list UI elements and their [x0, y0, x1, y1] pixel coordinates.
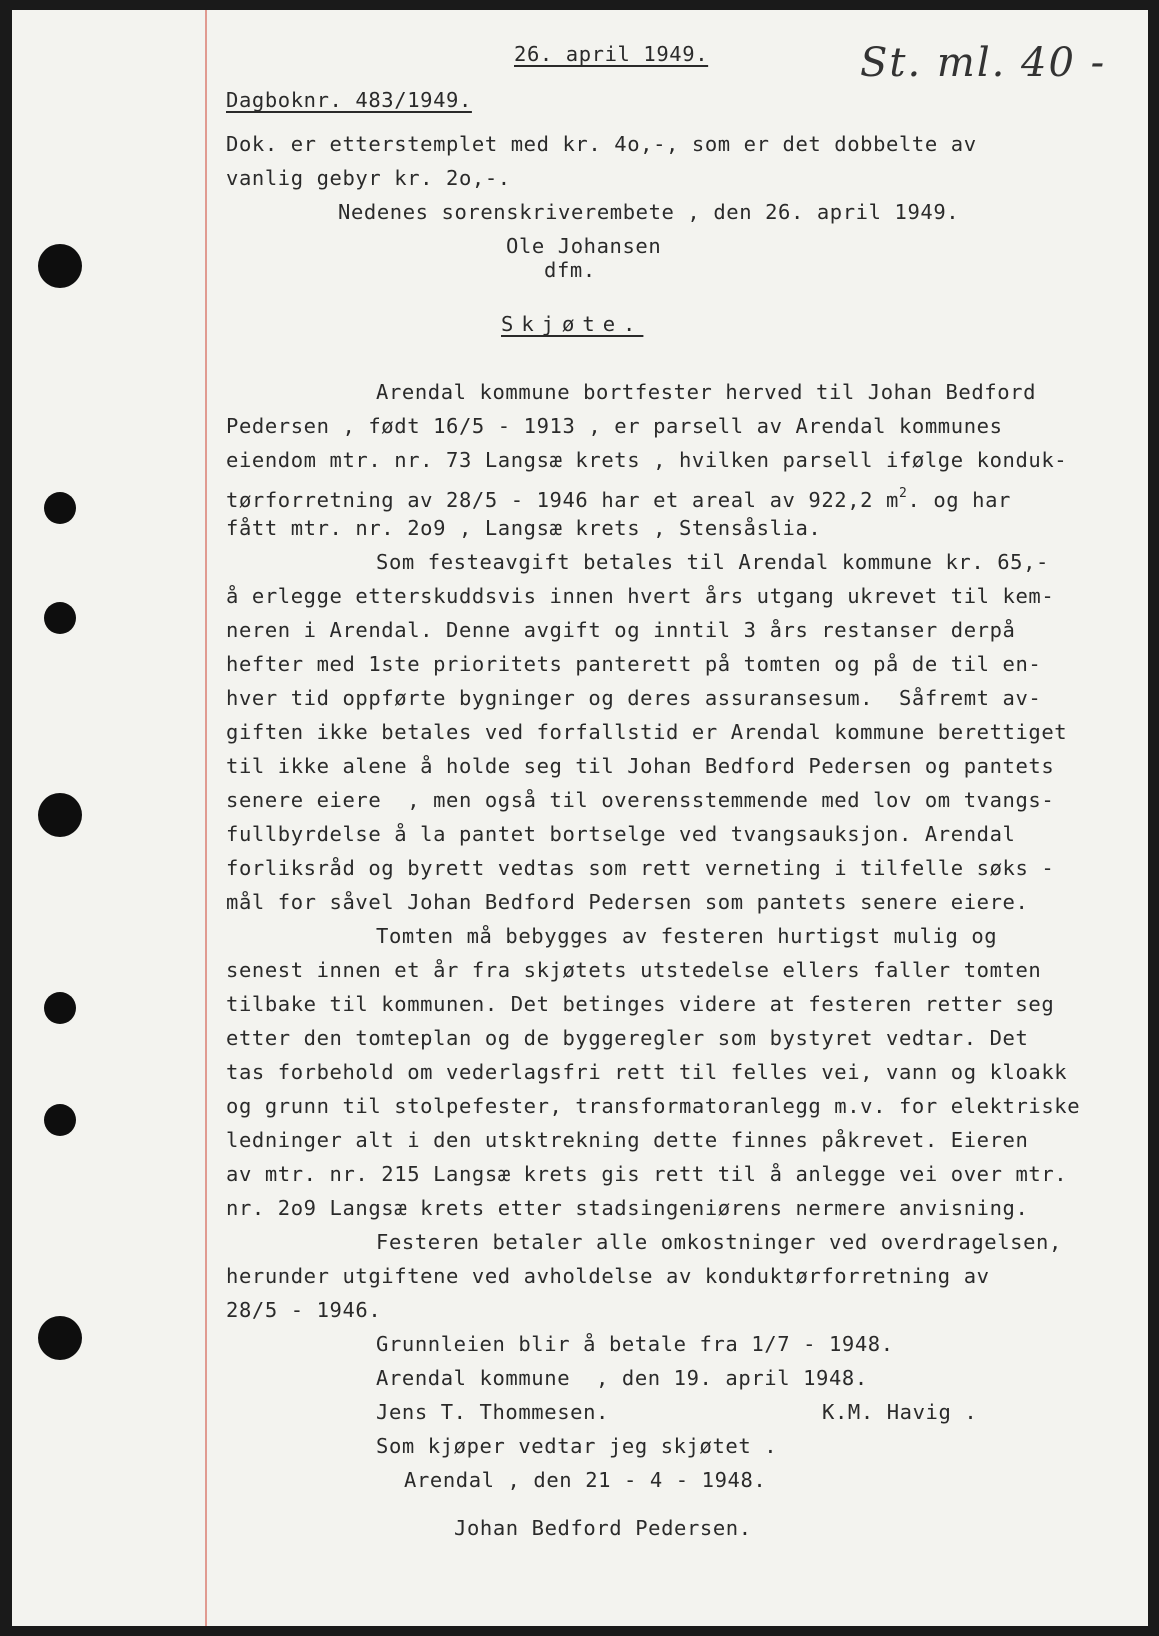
signer-title: dfm. — [544, 258, 596, 282]
body-line: Pedersen , født 16/5 - 1913 , er parsell av Arendal kommunes — [226, 414, 1003, 438]
body-line: giften ikke betales ved forfallstid er Arendal kommune berettiget — [226, 720, 1068, 744]
body-line: senest innen et år fra skjøtets utstedelse ellers faller tomten — [226, 958, 1042, 982]
punch-hole — [44, 602, 76, 634]
body-line: å erlegge etterskuddsvis innen hvert års utgang ukrevet til kem- — [226, 584, 1055, 608]
body-line: nr. 2o9 Langsæ krets etter stadsingeniørens nermere anvisning. — [226, 1196, 1029, 1220]
body-line: tas forbehold om vederlagsfri rett til felles vei, vann og kloakk — [226, 1060, 1068, 1084]
document-title: Skjøte. — [501, 312, 644, 336]
body-line: fullbyrdelse å la pantet bortselge ved tvangsauksjon. Arendal — [226, 822, 1016, 846]
margin-line — [205, 10, 207, 1626]
body-line: forliksråd og byrett vedtas som rett verneting i tilfelle søks - — [226, 856, 1055, 880]
punch-hole — [44, 992, 76, 1024]
signer-one: Jens T. Thommesen. — [376, 1400, 609, 1424]
body-line: senere eiere , men også til overensstemmende med lov om tvangs- — [226, 788, 1055, 812]
document-page — [12, 10, 1148, 1626]
body-line: etter den tomteplan og de byggeregler som bystyret vedtar. Det — [226, 1026, 1029, 1050]
punch-hole — [38, 244, 82, 288]
body-line: hefter med 1ste prioritets panterett på tomten og på de til en- — [226, 652, 1042, 676]
punch-hole — [38, 1316, 82, 1360]
punch-hole — [38, 793, 82, 837]
buyer-place-date: Arendal , den 21 - 4 - 1948. — [404, 1468, 767, 1492]
stamp-note-line: vanlig gebyr kr. 2o,-. — [226, 166, 511, 190]
body-line: av mtr. nr. 215 Langsæ krets gis rett til å anlegge vei over mtr. — [226, 1162, 1068, 1186]
body-line: Arendal kommune bortfester herved til Johan Bedford — [376, 380, 1037, 404]
body-line: Som festeavgift betales til Arendal kommune kr. 65,- — [376, 550, 1049, 574]
body-line: eiendom mtr. nr. 73 Langsæ krets , hvilken parsell ifølge konduk- — [226, 448, 1068, 472]
body-line: til ikke alene å holde seg til Johan Bedford Pedersen og pantets — [226, 754, 1055, 778]
date-heading: 26. april 1949. — [514, 42, 709, 66]
punch-hole — [44, 492, 76, 524]
grunnleie-line: Grunnleien blir å betale fra 1/7 - 1948. — [376, 1332, 894, 1356]
body-line: Tomten må bebygges av festeren hurtigst mulig og — [376, 924, 998, 948]
body-line: neren i Arendal. Denne avgift og inntil 3 års restanser derpå — [226, 618, 1016, 642]
body-line: mål for såvel Johan Bedford Pedersen som pantets senere eiere. — [226, 890, 1029, 914]
signer-two: K.M. Havig . — [822, 1400, 978, 1424]
body-line: tilbake til kommunen. Det betinges videre at festeren retter seg — [226, 992, 1055, 1016]
stamp-note-line: Dok. er etterstemplet med kr. 4o,-, som er det dobbelte av — [226, 132, 977, 156]
buyer-name: Johan Bedford Pedersen. — [454, 1516, 752, 1540]
body-line: ledninger alt i den utsktrekning dette finnes påkrevet. Eieren — [226, 1128, 1029, 1152]
dagbok-number: Dagboknr. 483/1949. — [226, 88, 472, 112]
signer-name: Ole Johansen — [506, 234, 662, 258]
handwritten-note: St. ml. 40 - — [860, 40, 1107, 86]
body-line: Festeren betaler alle omkostninger ved overdragelsen, — [376, 1230, 1062, 1254]
body-line: herunder utgiftene ved avholdelse av konduktørforretning av — [226, 1264, 990, 1288]
place-date-line: Arendal kommune , den 19. april 1948. — [376, 1366, 868, 1390]
body-line: 28/5 - 1946. — [226, 1298, 382, 1322]
body-line: tørforretning av 28/5 - 1946 har et areal av 922,2 $m^2$. og har — [226, 486, 1011, 512]
punch-hole — [44, 1104, 76, 1136]
office-line: Nedenes sorenskriverembete , den 26. april 1949. — [338, 200, 960, 224]
body-line: og grunn til stolpefester, transformatoranlegg m.v. for elektriske — [226, 1094, 1081, 1118]
buyer-accept-line: Som kjøper vedtar jeg skjøtet . — [376, 1434, 778, 1458]
body-line: fått mtr. nr. 2o9 , Langsæ krets , Stensåslia. — [226, 516, 822, 540]
body-line: hver tid oppførte bygninger og deres assuransesum. Såfremt av- — [226, 686, 1042, 710]
